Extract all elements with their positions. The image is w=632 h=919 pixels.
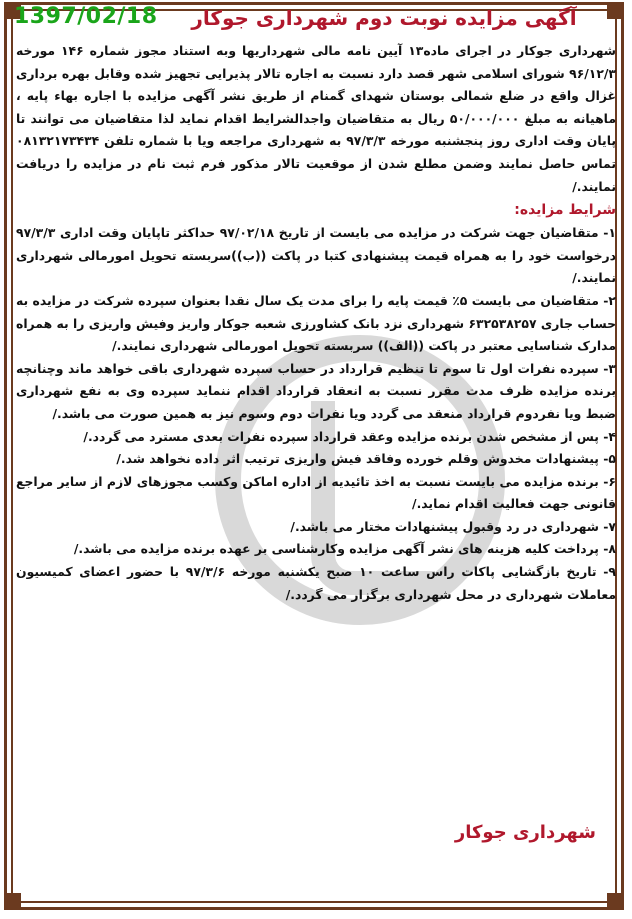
condition-item: ۳- سپرده نفرات اول تا سوم تا تنظیم قرارداد در حساب سپرده شهرداری باقی خواهد ماند وچنانچه برنده مزایده ظرف مدت مقرر نسبت به انعقاد قرارداد اقدام ننماید سپرده وی به نفع شهرداری ضبط ویا نفردوم قرارداد منعقد می گردد ویا نفرات دوم وسوم نیز به همین صورت می باشد./ (16, 360, 616, 421)
condition-item: ۵- پیشنهادات مخدوش وقلم خورده وفاقد فیش واریزی ترتیب اثر داده نخواهد شد./ (116, 451, 616, 467)
announcement-body (16, 40, 616, 606)
condition-item: ۶- برنده مزایده می بایست نسبت به اخذ تائیدیه از اداره اماکن وکسب مجوزهای لازم از سایر مراجع قانونی جهت فعالیت اقدام نماید./ (16, 473, 616, 512)
condition-item: ۸- پرداخت کلیه هزینه های نشر آگهی مزایده وکارشناسی بر عهده برنده مزایده می باشد./ (73, 541, 616, 557)
signature: شهرداری جوکار (454, 822, 596, 843)
intro-paragraph: شهرداری جوکار در اجرای ماده۱۳ آیین نامه مالی شهرداریها وبه استناد مجوز شماره ۱۴۶ مورخه ۹۶/۱۲/۳ شورای اسلامی شهر قصد دارد نسبت به اجاره تالار پذیرایی تجهیز شده وقابل بهره برداری غزال واقع در ضلع شمالی بوستان شهدای گمنام از طریق نشر آگهی مزایده با اجاره بهاء پایه ، ماهیانه به مبلغ ۵۰/۰۰۰/۰۰۰ ریال به متقاضیان واجدالشرایط اقدام نماید لذا متقاضیان می توانند تا پایان وقت اداری روز پنجشنبه مورخه ۹۷/۳/۳ به شهرداری مراجعه ویا با شماره تلفن ۰۸۱۳۲۱۷۳۴۳۴ تماس حاصل نمایند وضمن مطلع شدن از موقعیت تالار مذکور فرم ثبت نام در مزایده را دریافت نمایند./ (16, 43, 617, 194)
corner-ornament (7, 893, 21, 907)
condition-item: ۹- تاریخ بازگشایی پاکات راس ساعت ۱۰ صبح یکشنبه مورخه ۹۷/۳/۶ با حضور اعضای کمیسیون معاملات شهرداری در محل شهرداری برگزار می گردد./ (16, 564, 616, 602)
condition-item: ۷- شهرداری در رد وقبول پیشنهادات مختار می باشد./ (290, 518, 616, 534)
condition-item: ۴- پس از مشخص شدن برنده مزایده وعقد قرارداد سپرده نفرات بعدی مسترد می گردد./ (83, 428, 616, 444)
condition-item: ۱- متقاضیان جهت شرکت در مزایده می بایست از تاریخ ۹۷/۰۲/۱۸ حداکثر تاپایان وقت اداری ۹۷/۳/۳ درخواست خود را به همراه قیمت پیشنهادی کتبا در پاکت ((ب))سربسته تحویل امورمالی شهرداری نمایند./ (16, 225, 616, 286)
corner-ornament (607, 893, 621, 907)
conditions-heading: شرایط مزایده: (514, 202, 616, 219)
date-stamp: 1397/02/18 (14, 4, 158, 29)
condition-item: ۲- متقاضیان می بایست ۵٪ قیمت پایه را برای مدت یک سال نقدا بعنوان سپرده شرکت در مزایده به حساب جاری ۶۳۲۵۳۸۲۵۷ شهرداری نزد بانک کشاورزی شعبه جوکار واریز وفیش واریزی را به همراه مدارک شناسایی معتبر در پاکت ((الف)) سربسته تحویل امورمالی شهرداری نمایند./ (16, 292, 617, 354)
page-title: آگهی مزایده نوبت دوم شهرداری جوکار (191, 6, 577, 30)
